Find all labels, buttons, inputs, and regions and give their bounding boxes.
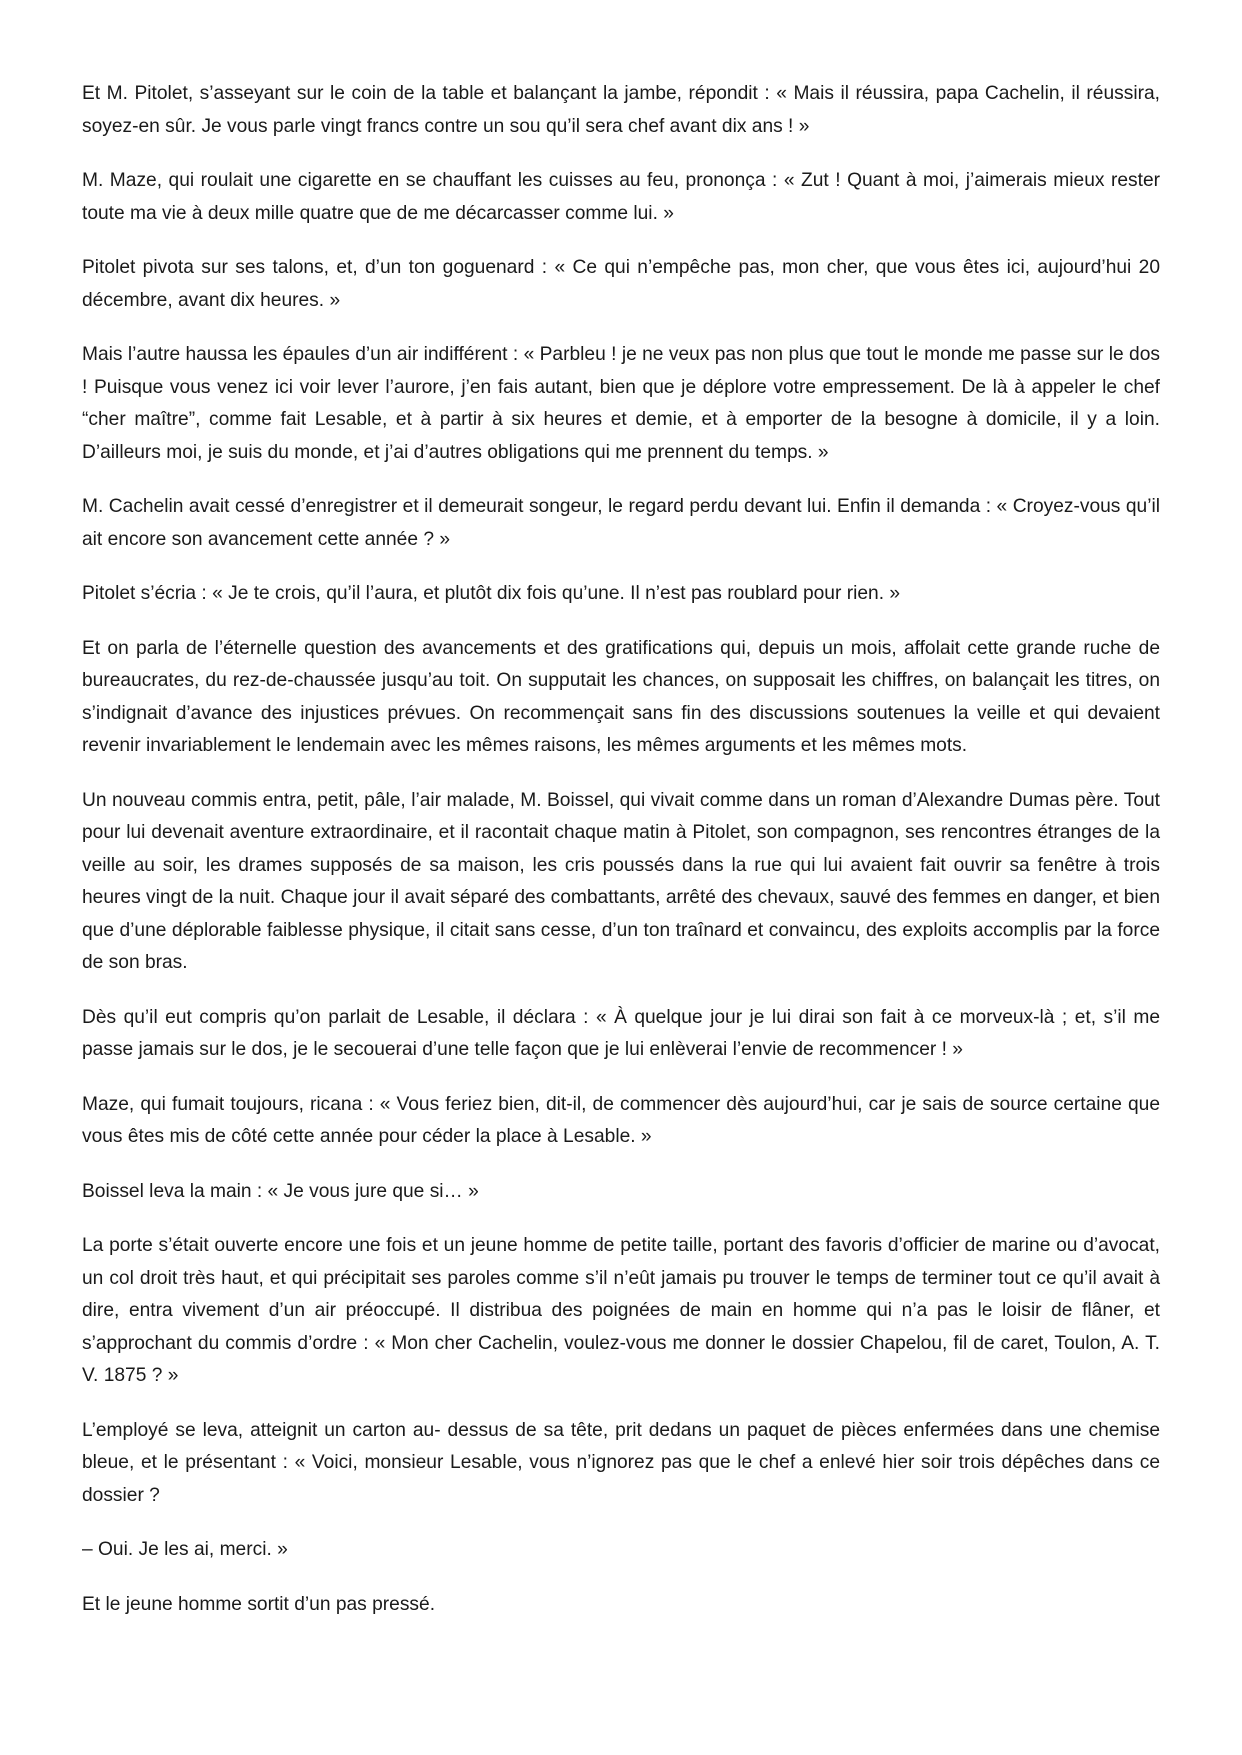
- paragraph: Et M. Pitolet, s’asseyant sur le coin de la table et balançant la jambe, répondit : « Mais il réussira, papa Cachelin, il réussira, soyez-en sûr. Je vous parle vingt francs contre un sou qu’il sera chef avant dix ans ! »: [82, 83, 1160, 137]
- paragraph: – Oui. Je les ai, merci. »: [82, 1539, 288, 1560]
- paragraph: M. Cachelin avait cessé d’enregistrer et il demeurait songeur, le regard perdu devant lui. Enfin il demanda : « Croyez-vous qu’il ait encore son avancement cette année ? »: [82, 496, 1160, 550]
- paragraph: Mais l’autre haussa les épaules d’un air indifférent : « Parbleu ! je ne veux pas non plus que tout le monde me passe sur le dos ! Puisque vous venez ici voir lever l’aurore, j’en fais autant, bien que je déplore votre empressement. De là à appeler le chef “cher maître”, comme fait Lesable, et à partir à six heures et demie, et à emporter de la besogne à domicile, il y a loin. D’ailleurs moi, je suis du monde, et j’ai d’autres obligations qui me prennent du temps. »: [82, 344, 1160, 463]
- paragraph: Pitolet pivota sur ses talons, et, d’un ton goguenard : « Ce qui n’empêche pas, mon cher, que vous êtes ici, aujourd’hui 20 décembre, avant dix heures. »: [82, 257, 1160, 311]
- document-page: [82, 78, 1160, 1621]
- paragraph: La porte s’était ouverte encore une fois et un jeune homme de petite taille, portant des favoris d’officier de marine ou d’avocat, un col droit très haut, et qui précipitait ses paroles comme s’il n’eût jamais pu trouver le temps de terminer tout ce qu’il avait à dire, entra vivement d’un air préoccupé. Il distribua des poignées de main en homme qui n’a pas le loisir de flâner, et s’approchant du commis d’ordre : « Mon cher Cachelin, voulez-vous me donner le dossier Chapelou, fil de caret, Toulon, A. T. V. 1875 ? »: [82, 1235, 1160, 1386]
- paragraph: Un nouveau commis entra, petit, pâle, l’air malade, M. Boissel, qui vivait comme dans un roman d’Alexandre Dumas père. Tout pour lui devenait aventure extraordinaire, et il racontait chaque matin à Pitolet, son compagnon, ses rencontres étranges de la veille au soir, les drames supposés de sa maison, les cris poussés dans la rue qui lui avaient fait ouvrir sa fenêtre à trois heures vingt de la nuit. Chaque jour il avait séparé des combattants, arrêté des chevaux, sauvé des femmes en danger, et bien que d’une déplorable faiblesse physique, il citait sans cesse, d’un ton traînard et convaincu, des exploits accomplis par la force de son bras.: [82, 789, 1160, 973]
- paragraph: Boissel leva la main : « Je vous jure que si… »: [82, 1180, 479, 1202]
- paragraph: Et le jeune homme sortit d’un pas pressé.: [82, 1593, 436, 1615]
- paragraph: Dès qu’il eut compris qu’on parlait de Lesable, il déclara : « À quelque jour je lui dirai son fait à ce morveux-là ; et, s’il me passe jamais sur le dos, je le secouerai d’une telle façon que je lui enlèverai l’envie de recommencer ! »: [82, 1006, 1160, 1060]
- paragraph: Pitolet s’écria : « Je te crois, qu’il l’aura, et plutôt dix fois qu’une. Il n’est pas roublard pour rien. »: [82, 583, 901, 604]
- paragraph: Maze, qui fumait toujours, ricana : « Vous feriez bien, dit-il, de commencer dès aujourd’hui, car je sais de source certaine que vous êtes mis de côté cette année pour céder la place à Lesable. »: [82, 1093, 1160, 1147]
- paragraph: L’employé se leva, atteignit un carton au- dessus de sa tête, prit dedans un paquet de pièces enfermées dans une chemise bleue, et le présentant : « Voici, monsieur Lesable, vous n’ignorez pas que le chef a enlevé hier soir trois dépêches dans ce dossier ?: [82, 1419, 1160, 1506]
- paragraph: Et on parla de l’éternelle question des avancements et des gratifications qui, depuis un mois, affolait cette grande ruche de bureaucrates, du rez-de-chaussée jusqu’au toit. On supputait les chances, on supposait les chiffres, on balançait les titres, on s’indignait d’avance des injustices prévues. On recommençait sans fin des discussions soutenues la veille et qui devaient revenir invariablement le lendemain avec les mêmes raisons, les mêmes arguments et les mêmes mots.: [82, 637, 1160, 756]
- paragraph: M. Maze, qui roulait une cigarette en se chauffant les cuisses au feu, prononça : « Zut ! Quant à moi, j’aimerais mieux rester toute ma vie à deux mille quatre que de me décarcasser comme lui. »: [82, 170, 1160, 224]
